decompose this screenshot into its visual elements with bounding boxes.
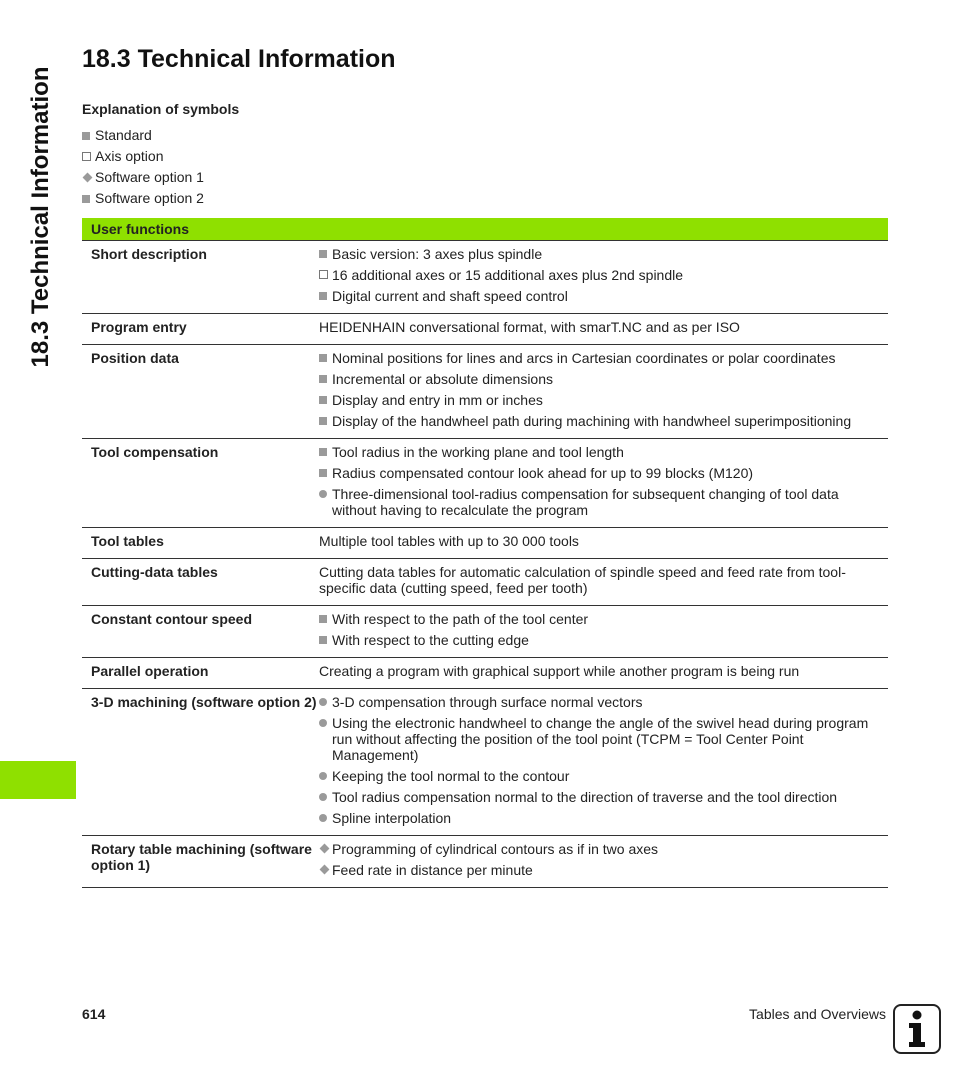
axis-option-icon [319,267,332,283]
feature-description [319,528,888,559]
legend-item [82,190,204,211]
info-glyph [902,1009,932,1049]
standard-icon [319,288,332,304]
legend-item-label: Standard [95,127,152,143]
dot-icon [319,694,332,710]
feature-description [319,689,888,836]
description-text: With respect to the path of the tool center [332,611,589,627]
description-line [319,632,882,648]
description-line [319,319,882,335]
dot-icon [319,810,332,826]
table-body [82,241,888,888]
description-text: Basic version: 3 axes plus spindle [332,246,543,262]
legend-item-label: Software option 2 [95,190,204,206]
description-line [319,768,882,784]
description-text: Digital current and shaft speed control [332,288,568,304]
description-text: Using the electronic handwheel to change the angle of the swivel head during program run without affecting the position of the tool point (TCPM = Tool Center Point Management) [332,715,869,763]
description-line [319,663,882,679]
standard-icon [319,413,332,429]
standard-icon [319,350,332,366]
description-text: Nominal positions for lines and arcs in Cartesian coordinates or polar coordinates [332,350,836,366]
description-line [319,789,882,805]
description-text: HEIDENHAIN conversational format, with smarT.NC and as per ISO [319,319,740,335]
standard-icon [319,444,332,460]
feature-description [319,658,888,689]
table-row [82,314,888,345]
feature-name: Position data [82,345,319,439]
table-row [82,345,888,439]
dot-icon [319,715,332,763]
table-row [82,658,888,689]
description-text: Feed rate in distance per minute [332,862,533,878]
description-text: Programming of cylindrical contours as if in two axes [332,841,659,857]
legend-item [82,148,204,169]
description-text: Incremental or absolute dimensions [332,371,554,387]
description-line [319,611,882,627]
feature-description [319,345,888,439]
legend-item [82,169,204,190]
feature-description [319,241,888,314]
description-text: Keeping the tool normal to the contour [332,768,570,784]
description-line [319,288,882,304]
chapter-tab-marker [0,761,76,799]
description-line [319,694,882,710]
feature-description [319,314,888,345]
description-line [319,246,882,262]
info-icon [893,1004,941,1054]
description-line [319,486,882,518]
page-title: 18.3 Technical Information [82,45,396,73]
dot-icon [319,486,332,518]
description-text: Display of the handwheel path during machining with handwheel superimpositioning [332,413,852,429]
description-text: Display and entry in mm or inches [332,392,543,408]
feature-name: Program entry [82,314,319,345]
description-line [319,564,882,596]
side-chapter-title-text: 18.3 Technical Information [27,66,54,368]
description-text: Three-dimensional tool-radius compensation for subsequent changing of tool data without having to recalculate the program [332,486,839,518]
description-line [319,392,882,408]
table-row [82,836,888,888]
description-text: With respect to the cutting edge [332,632,529,648]
feature-name: 3-D machining (software option 2) [82,689,319,836]
description-text: Tool radius in the working plane and tool length [332,444,624,460]
description-line [319,465,882,481]
description-line [319,715,882,763]
table-header: User functions [82,218,888,241]
standard-icon [319,246,332,262]
symbol-legend [82,127,204,211]
description-text: Tool radius compensation normal to the direction of traverse and the tool direction [332,789,838,805]
feature-description [319,439,888,528]
page-number: 614 [82,1006,106,1022]
standard-icon [319,465,332,481]
standard-icon [319,371,332,387]
description-line [319,413,882,429]
feature-name: Short description [82,241,319,314]
legend-item-label: Axis option [95,148,164,164]
feature-description [319,606,888,658]
software-option-1-icon [319,862,332,878]
description-text: Cutting data tables for automatic calculation of spindle speed and feed rate from tool-specific data (cutting speed, feed per tooth) [319,564,846,596]
table-header-row [82,218,888,241]
description-line [319,862,882,878]
user-functions-table [82,218,888,888]
description-text: 3-D compensation through surface normal vectors [332,694,643,710]
feature-name: Parallel operation [82,658,319,689]
feature-name: Tool tables [82,528,319,559]
side-chapter-title [6,52,76,382]
standard-icon [319,392,332,408]
table-row [82,689,888,836]
feature-name: Cutting-data tables [82,559,319,606]
description-line [319,444,882,460]
table-row [82,559,888,606]
description-text: Creating a program with graphical support while another program is being run [319,663,800,679]
dot-icon [319,768,332,784]
dot-icon [319,789,332,805]
description-line [319,533,882,549]
axis-option-icon [82,149,95,165]
description-text: Radius compensated contour look ahead for up to 99 blocks (M120) [332,465,754,481]
description-line [319,267,882,283]
table-row [82,528,888,559]
standard-icon [82,128,95,144]
description-line [319,350,882,366]
software-option-1-icon [319,841,332,857]
table-row [82,439,888,528]
feature-description [319,836,888,888]
standard-icon [319,632,332,648]
table-row [82,606,888,658]
legend-item [82,127,204,148]
table-row [82,241,888,314]
description-text: 16 additional axes or 15 additional axes plus 2nd spindle [332,267,684,283]
description-line [319,841,882,857]
description-line [319,371,882,387]
description-line [319,810,882,826]
section-name: Tables and Overviews [749,1006,886,1022]
description-text: Spline interpolation [332,810,452,826]
legend-item-label: Software option 1 [95,169,204,185]
feature-name: Tool compensation [82,439,319,528]
software-option-2-icon [82,191,95,207]
feature-name: Rotary table machining (software option 1) [82,836,319,888]
standard-icon [319,611,332,627]
software-option-1-icon [82,170,95,186]
feature-name: Constant contour speed [82,606,319,658]
description-text: Multiple tool tables with up to 30 000 tools [319,533,579,549]
feature-description [319,559,888,606]
legend-heading: Explanation of symbols [82,101,240,117]
